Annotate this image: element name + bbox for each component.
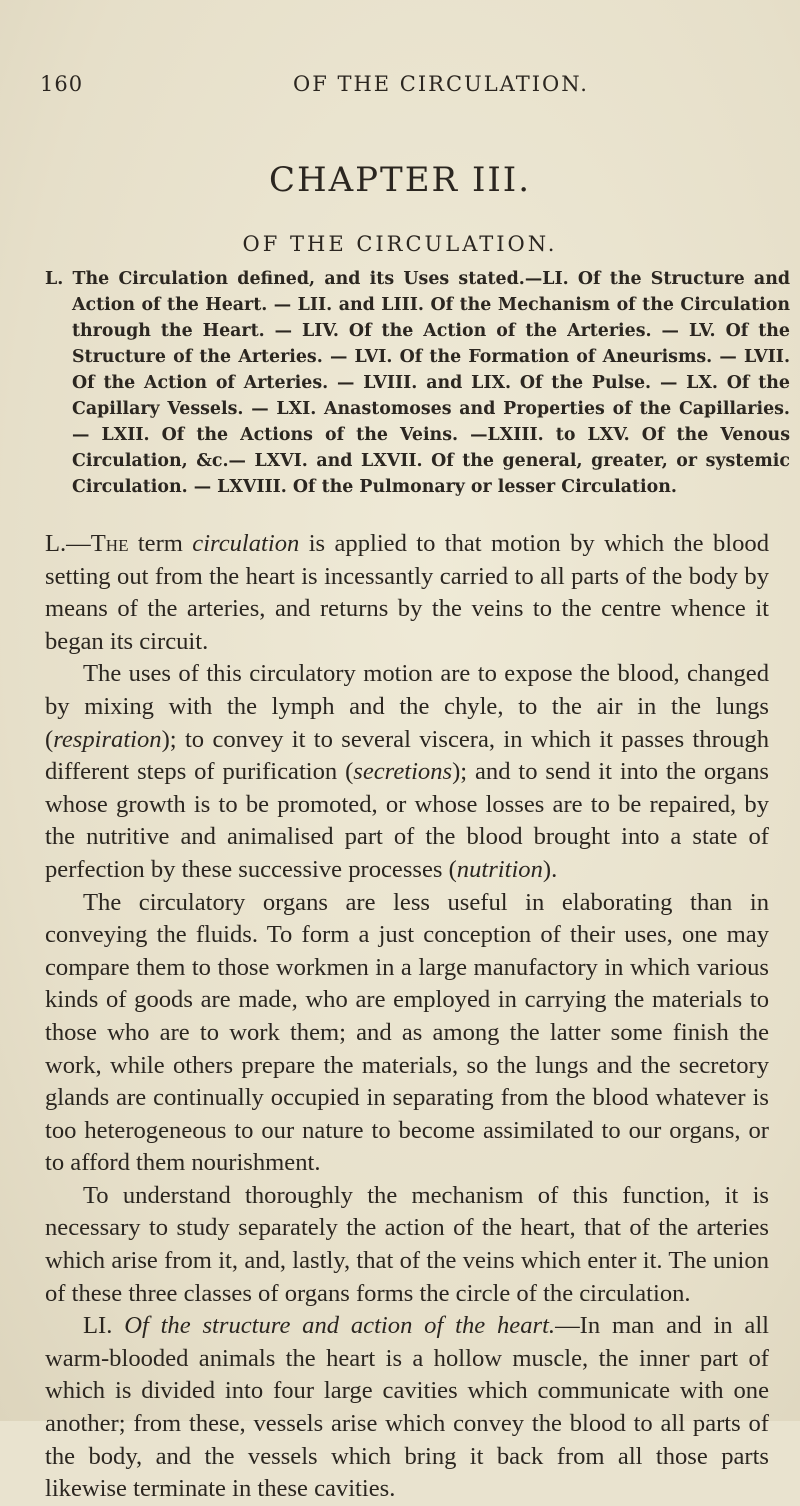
paragraph-heart	[45, 1310, 769, 1506]
chapter-synopsis: L. The Circulation defined, and its Uses stated.—LI. Of the Structure and Action of the Heart. — LII. and LIII. Of the Mechanism of the Circulation through the Heart. — LIV. Of the Action of the Arteries. — LV. Of the Structure of the Arteries. — LVI. Of the Formation of Aneurisms. — LVII. Of the Action of Arteries. — LVIII. and LIX. Of the Pulse. — LX. Of the Capillary Vessels. — LXI. Anastomoses and Properties of the Capillaries. — LXII. Of the Actions of the Veins. —LXIII. to LXV. Of the Venous Circulation, &c.— LXVI. and LXVII. Of the general, greater, or systemic Circulation. — LXVIII. Of the Pulmonary or lesser Circulation.	[45, 269, 790, 497]
page-number: 160	[40, 72, 84, 96]
text-run: is applied to that motion by which the blood setting out from the heart is incessantly carried to all parts of the body by means of the arteries, and returns by the veins to the centre whence it began its circuit.	[45, 530, 769, 655]
italic-term: circulation	[192, 530, 300, 557]
text-run: —In man and in all warm-blooded animals the heart is a hollow muscle, the inner part of which is divided into four large cavities which communicate with one another; from these, vessels arise which convey the blood to all parts of the body, and the vessels which bring it back from all those parts likewise terminate in these cavities.	[45, 1312, 769, 1503]
smallcaps-word: The	[90, 530, 129, 557]
section-number: L.—	[45, 530, 91, 557]
text-run: ); to convey it to several viscera, in which it passes through different steps of purification (	[45, 725, 769, 786]
italic-term: secretions	[353, 758, 453, 786]
text-run: The uses of this circulatory motion are to expose the blood, changed by mixing with the lymph and the chyle, to the air in the lungs (	[45, 660, 769, 753]
paragraph-uses	[45, 658, 769, 886]
body-text	[45, 528, 769, 1506]
text-run: ).	[542, 855, 558, 883]
paragraph-organs: The circulatory organs are less useful in elaborating than in conveying the fluids. To form a just conception of their uses, one may compare them to those workmen in a large manufactory in which various kinds of goods are made, who are employed in carrying the materials to those who are to work them; and as among the latter some finish the work, while others prepare the materials, so the lungs and the secretory glands are continually occupied in separating from the blood whatever is too heterogeneous to our nature to become assimilated to our organs, or to afford them nourishment.	[45, 888, 769, 1177]
italic-term: nutrition	[456, 855, 543, 883]
running-title: OF THE CIRCULATION.	[293, 72, 589, 96]
section-number: LI.	[83, 1312, 125, 1340]
chapter-heading: CHAPTER III.	[268, 160, 532, 200]
italic-heading: Of the structure and action of the heart.	[124, 1312, 556, 1340]
paragraph-definition	[45, 528, 769, 658]
paragraph-mechanism: To understand thoroughly the mechanism of this function, it is necessary to study separately the action of the heart, that of the arteries which arise from it, and, lastly, that of the veins which enter it. The union of these three classes of organs forms the circle of the circulation.	[45, 1181, 769, 1307]
text-run: term	[128, 530, 193, 557]
italic-term: respiration	[53, 725, 162, 753]
text-run: ); and to send it into the organs whose growth is to be promoted, or whose losses are to be repaired, by the nutritive and animalised part of the blood brought into a state of perfection by these successive processes (	[45, 758, 769, 883]
chapter-subtitle: OF THE CIRCULATION.	[242, 232, 558, 256]
